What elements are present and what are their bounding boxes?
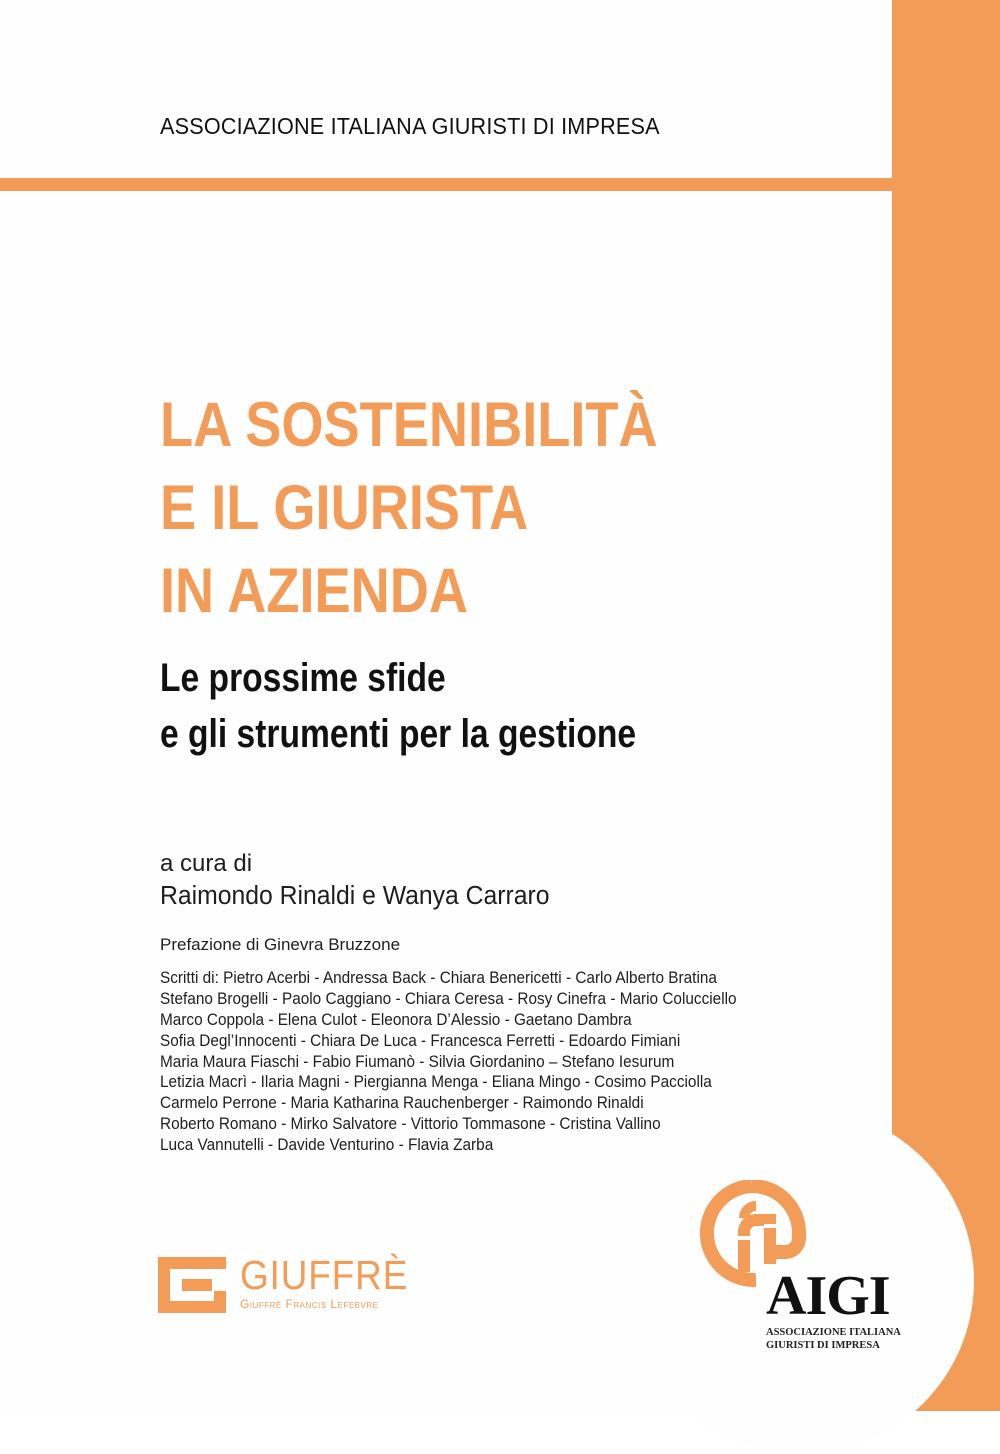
orange-header-bar <box>0 178 892 191</box>
aigi-acronym: AIGI <box>766 1265 890 1327</box>
title-line: E IL GIURISTA <box>160 473 529 543</box>
authors-line: Maria Maura Fiaschi - Fabio Fiumanò - Silvia Giordanino – Stefano Iesurum <box>160 1052 675 1071</box>
book-title <box>160 384 658 633</box>
authors-line: Carmelo Perrone - Maria Katharina Rauchenberger - Raimondo Rinaldi <box>160 1094 644 1113</box>
authors-line: Letizia Macrì - Ilaria Magni - Piergianna Menga - Eliana Mingo - Cosimo Pacciolla <box>160 1073 712 1092</box>
authors-line: Roberto Romano - Mirko Salvatore - Vittorio Tommasone - Cristina Vallino <box>160 1115 661 1134</box>
giuffre-g-mark-icon <box>158 1257 226 1313</box>
authors-line: Sofia Degl’Innocenti - Chiara De Luca - Francesca Ferretti - Edoardo Fimiani <box>160 1031 681 1050</box>
authors-line: Luca Vannutelli - Davide Venturino - Flavia Zarba <box>160 1136 494 1155</box>
authors-line: Stefano Brogelli - Paolo Caggiano - Chiara Ceresa - Rosy Cinefra - Mario Colucciello <box>160 989 737 1008</box>
title-line: LA SOSTENIBILITÀ <box>160 390 658 460</box>
authors-line: Scritti di: Pietro Acerbi - Andressa Back - Chiara Benericetti - Carlo Alberto Bratina <box>160 969 717 987</box>
publisher-name: GIUFFRÈ <box>240 1252 409 1298</box>
aigi-subtitle-line: GIURISTI DI IMPRESA <box>766 1339 880 1351</box>
book-subtitle <box>160 650 636 762</box>
association-logo <box>700 1180 940 1360</box>
authors-line: Marco Coppola - Elena Culot - Eleonora D’Alessio - Gaetano Dambra <box>160 1010 632 1029</box>
subtitle-line: Le prossime sfide <box>160 656 446 700</box>
aigi-subtitle-line: ASSOCIAZIONE ITALIANA <box>766 1327 901 1338</box>
publisher-logo <box>158 1253 428 1315</box>
aigi-subtitle <box>766 1327 901 1352</box>
title-line: IN AZIENDA <box>160 556 469 626</box>
publisher-subtitle: Giuffrè Francis Lefebvre <box>240 1297 379 1311</box>
subtitle-line: e gli strumenti per la gestione <box>160 712 637 756</box>
editors-names: Raimondo Rinaldi e Wanya Carraro <box>160 882 550 910</box>
preface-credit: Prefazione di Ginevra Bruzzone <box>160 935 401 954</box>
association-header: ASSOCIAZIONE ITALIANA GIURISTI DI IMPRESA <box>160 113 660 139</box>
authors-list <box>160 968 737 1156</box>
editors-label: a cura di <box>160 850 253 877</box>
